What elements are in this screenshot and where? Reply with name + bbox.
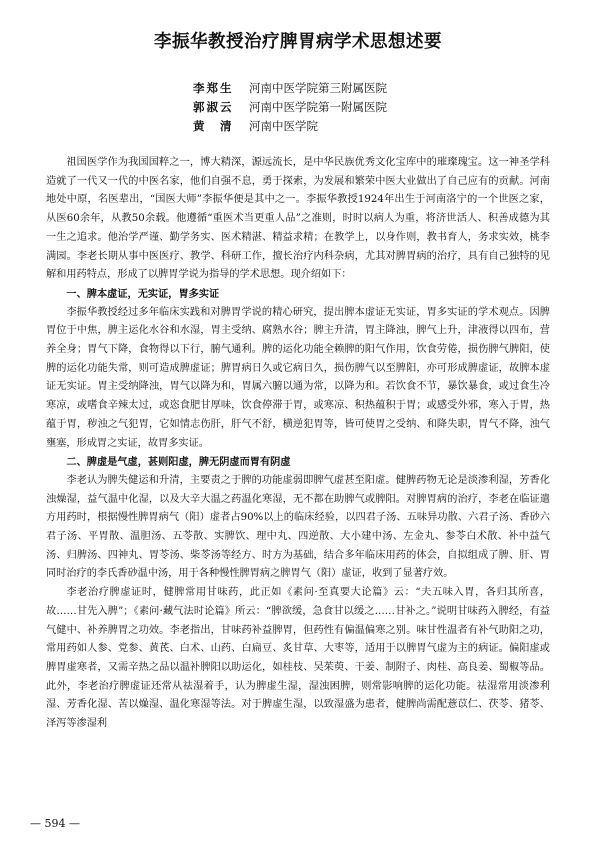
author-affiliation: 河南中医学院第一附属医院	[249, 100, 387, 114]
body-paragraph: 李老认为脾失健运和升清，主要责之于脾的功能虚弱即脾气虚甚至阳虚。健脾药物无论是淡渗利湿，芳香化浊燥湿，益气温中化湿，以及大辛大温之药温化寒湿，无不都在助脾气或脾阳。对脾胃病的治疗，李老在临证遣方用药时，根据慢性脾胃病气（阳）虚者占90%以上的临床经验，以四君子汤、五味异功散、六君子汤、香砂六君子汤、平胃散、温胆汤、五苓散、实脾饮、理中丸、四逆散、大小建中汤、左金丸、参苓白术散、补中益气汤、归脾汤、四神丸、胃苓汤、柴苓汤等经方、时方为基础，结合多年临床用药的体会，自拟组成了脾、肝、胃同时治疗的李氏香砂温中汤，用于各种慢性脾胃病之脾胃气（阳）虚证，收到了显著疗效。	[46, 474, 550, 580]
body-paragraph: 李振华教授经过多年临床实践和对脾胃学说的精心研究，提出脾本虚证无实证，胃多实证的学术观点。因脾胃位于中焦，脾主运化水谷和水湿，胃主受纳、腐熟水谷；脾主升清，胃主降浊，脾气上升，津液得以四布，营养全身；胃气下降，食物得以下行，腑气通利。脾的运化功能全赖脾的阳气作用，饮食劳倦，损伤脾气脾阳，使脾的运化功能失常，则可造成脾虚证；脾胃病日久或它病日久，损伤脾气以至脾阳，亦可形成脾虚证，故脾本虚证无实证。胃主受纳降浊，胃气以降为和，胃属六腑以通为常，以降为和。若饮食不节，暴饮暴食，或过食生冷寒凉，或嗜食辛辣太过，或恣食肥甘厚味，饮食停滞于胃，或寒凉、积热蕴积于胃；或感受外邪，寒入于胃，热蕴于胃，秽浊之气犯胃，它如情志伤肝，肝气不舒，横逆犯胃等，皆可使胃之受纳、和降失职，胃气不降，浊气壅塞，形成胃之实证，故胃多实证。	[46, 306, 550, 449]
article-body	[46, 154, 550, 734]
body-paragraph: 祖国医学作为我国国粹之一，博大精深，源远流长，是中华民族优秀文化宝库中的璀璨瑰宝。这一神圣学科造就了一代又一代的中医名家，他们自强不息，勇于探索，为发展和繁荣中医大业做出了自己应有的贡献。河南地处中原，名医辈出，“国医大师”李振华便是其中之一。李振华教授1924年出生于河南洛宁的一个世医之家，从医60余年，从教50余载。他遵循“重医术当更重人品”之准则，时时以病人为重，将济世活人、积善成德为其一生之追求。他治学严谨、勤学务实、医术精湛、精益求精；在教学上，以身作则，教书育人，务求实效，桃李满园。李老长期从事中医医疗、教学、科研工作，擅长治疗内科杂病，尤其对脾胃病的治疗，具有自己独特的见解和用药特点，形成了以脾胃学说为指导的学术思想。现介绍如下：	[46, 157, 550, 281]
author-row	[193, 98, 387, 117]
author-row	[193, 79, 387, 98]
author-name: 郭淑云	[193, 100, 234, 114]
article-title: 李振华教授治疗脾胃病学术思想述要	[154, 32, 442, 52]
section-heading: 二、脾虚是气虚，甚则阳虚，脾无阴虚而胃有阴虚	[66, 456, 291, 469]
author-name: 黄 清	[193, 119, 234, 133]
author-list	[193, 79, 387, 136]
author-name: 李郑生	[193, 81, 234, 95]
author-affiliation: 河南中医学院第三附属医院	[249, 81, 387, 95]
section-heading: 一、脾本虚证，无实证，胃多实证	[66, 287, 220, 300]
author-affiliation: 河南中医学院	[249, 119, 318, 133]
body-paragraph: 李老治疗脾虚证时，健脾常用甘味药，此正如《素问·至真要大论篇》云：“夫五味入胃，各归其所喜，故……甘先入脾”；《素问·藏气法时论篇》所云：“脾欲缓，急食甘以缓之……甘补之。”说明甘味药入脾经，有益气健中、补养脾胃之功效。李老指出，甘味药补益脾胃，但药性有偏温偏寒之别。味甘性温者有补气助阳之功，常用药如人参、党参、黄芪、白术、山药、白扁豆、炙甘草、大枣等，适用于以脾胃气虚为主的病证。偏阳虚或脾胃虚寒者，又需辛热之品以温补脾阳以助运化，如桂枝、吴茱萸、干姜、制附子、肉桂、高良姜、蜀椒等品。此外，李老治疗脾虚证还常从祛湿着手，认为脾虚生湿，湿浊困脾，则常影响脾的运化功能。祛湿常用淡渗利湿、芳香化湿、苦以燥湿、温化寒湿等法。对于脾虚生湿，以致湿盛为患者，健脾尚需配薏苡仁、茯苓、猪苓、泽泻等渗湿利	[46, 587, 550, 730]
author-row	[193, 117, 387, 136]
page-number: — 594 —	[30, 817, 80, 830]
